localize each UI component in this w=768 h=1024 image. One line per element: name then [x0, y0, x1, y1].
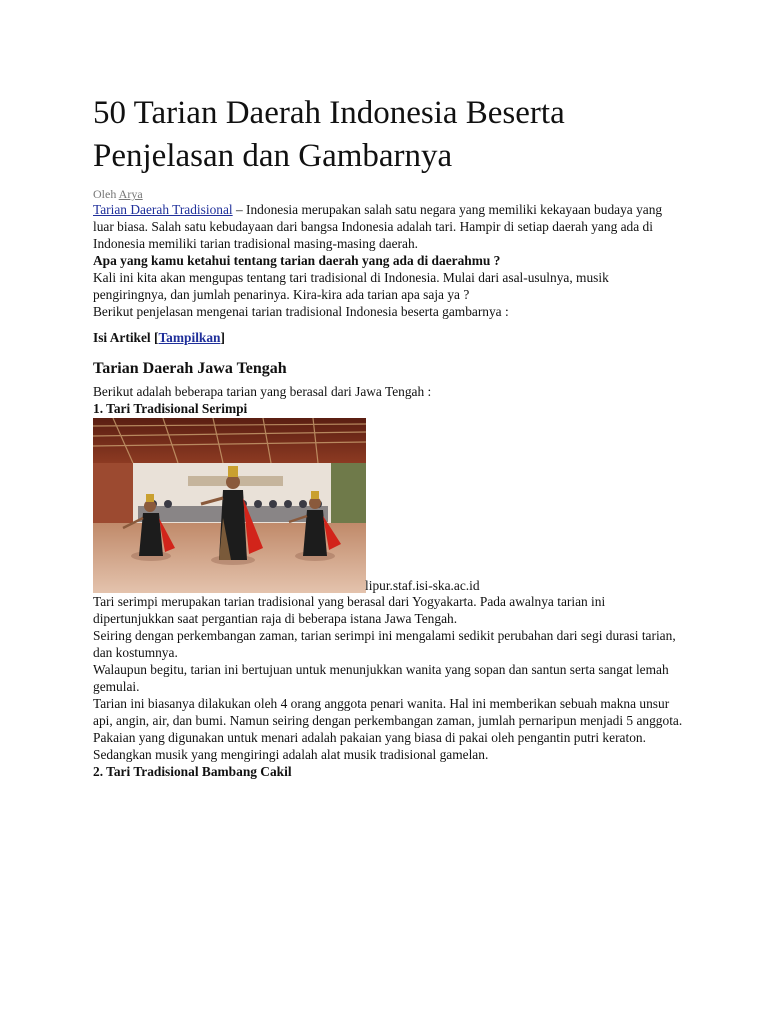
paragraph-2: Kali ini kita akan mengupas tentang tari tradisional di Indonesia. Mulai dari asal-usulnya, musik pengiringnya, dan jumlah penarinya. Kira-kira ada tarian apa saja ya ? — [93, 270, 609, 302]
serimpi-dance-photo — [93, 418, 366, 593]
article-title: 50 Tarian Daerah Indonesia Beserta Penjelasan dan Gambarnya — [93, 95, 565, 174]
item1-paragraph-3: Walaupun begitu, tarian ini bertujuan untuk menunjukkan wanita yang sopan dan santun serta sangat lemah gemulai. — [93, 662, 669, 694]
item1-paragraph-1: Tari serimpi merupakan tarian tradisional yang berasal dari Yogyakarta. Pada awalnya tarian ini dipertunjukkan saat pergantian raja di beberapa istana Jawa Tengah. — [93, 594, 606, 626]
photo-row — [93, 418, 683, 593]
byline-prefix: Oleh — [93, 187, 117, 201]
toc-toggle-link[interactable]: Tampilkan — [158, 330, 221, 345]
author-link[interactable]: Arya — [118, 187, 143, 201]
toc-label: Isi Artikel [ — [93, 330, 159, 345]
image-credit: lipur.staf.isi-ska.ac.id — [365, 578, 480, 593]
item1-title: 1. Tari Tradisional Serimpi — [93, 401, 248, 416]
toc-close: ] — [220, 330, 225, 345]
item1-paragraph-5: Pakaian yang digunakan untuk menari adalah pakaian yang biasa di pakai oleh pengantin putri keraton. Sedangkan musik yang mengiringi adalah alat musik tradisional gamelan. — [93, 730, 646, 762]
paragraph-3: Berikut penjelasan mengenai tarian tradisional Indonesia beserta gambarnya : — [93, 304, 509, 319]
byline — [93, 187, 683, 201]
section-intro: Berikut adalah beberapa tarian yang berasal dari Jawa Tengah : — [93, 384, 432, 399]
question-paragraph — [93, 252, 683, 269]
article — [93, 92, 683, 780]
table-of-contents — [93, 329, 683, 346]
item1-title-paragraph — [93, 400, 683, 417]
item1-paragraph-4: Tarian ini biasanya dilakukan oleh 4 orang anggota penari wanita. Hal ini memberikan sebuah makna unsur api, angin, air, dan bumi. Namun seiring dengan perkembangan zaman, jumlah pernaripun menjadi 5 anggota. — [93, 696, 683, 728]
intro-link[interactable]: Tarian Daerah Tradisional — [93, 202, 233, 217]
item1-paragraph-2: Seiring dengan perkembangan zaman, tarian serimpi ini mengalami sedikit perubahan dari segi durasi tarian, dan kostumnya. — [93, 628, 676, 660]
item2-title: 2. Tari Tradisional Bambang Cakil — [93, 764, 292, 779]
section-heading: Tarian Daerah Jawa Tengah — [93, 360, 287, 377]
item2-title-paragraph — [93, 763, 683, 780]
intro-text: – Indonesia merupakan salah satu negara yang memiliki kekayaan budaya yang luar biasa. Salah satu kebudayaan dari bangsa Indonesia adalah tari. Hampir di setiap daerah yang ada di Indonesia memiliki tarian tradisional masing-masing daerah. — [93, 202, 663, 251]
intro-paragraph — [93, 201, 683, 252]
question-text: Apa yang kamu ketahui tentang tarian daerah yang ada di daerahmu ? — [93, 253, 501, 268]
